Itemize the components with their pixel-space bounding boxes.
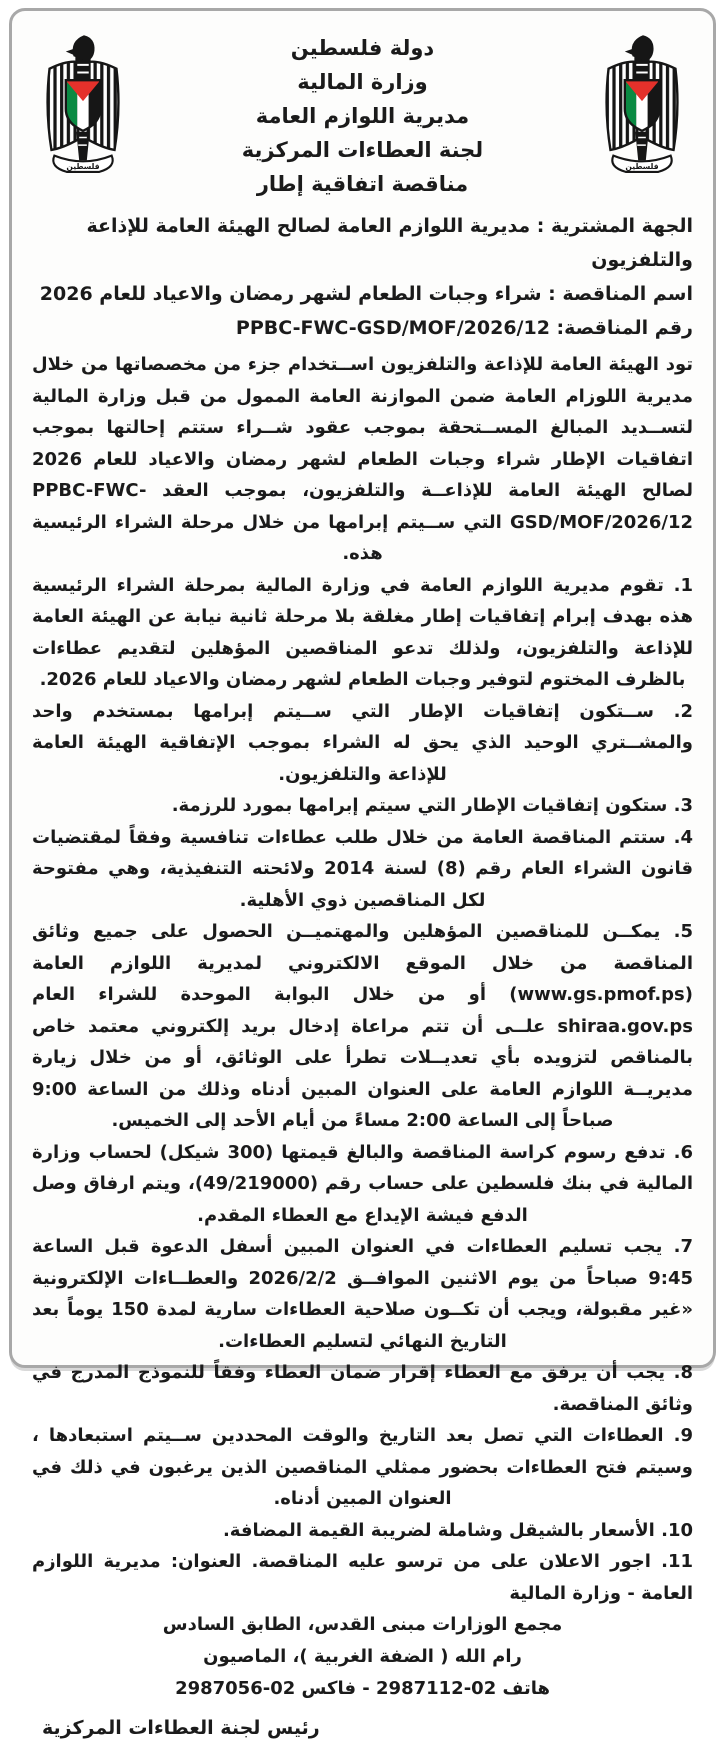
tender-item-6: 6. تدفع رسوم كراسة المناقصة والبالغ قيمتها (300 شيكل) لحساب وزارة المالية في بنك فلسطين على حساب رقم (49/219000)، ويتم ارفاق وصل الدفع فيشة الإيداع مع العطاء المقدم. — [32, 1141, 693, 1226]
header-line-tender-type: مناقصة اتفاقية إطار — [256, 172, 469, 196]
tender-conditions-list — [32, 570, 693, 1610]
tender-item-7: 7. يجب تسليم العطاءات في العنوان المبين أسفل الدعوة قبل الساعة 9:45 صباحاً من يوم الاثنين الموافــق 2026/2/2 والعطــاءات الإلكترونية «غير مقبولة، ويجب أن تكــون صلاحية العطاءات سارية لمدة 150 يوماً بعد التاريخ النهائي لتسليم العطاءات. — [32, 1236, 694, 1352]
address-line-phone: هاتف 02-2987112 - فاكس 02-2987056 — [175, 1678, 550, 1699]
tender-name-line: اسم المناقصة : شراء وجبات الطعام لشهر رمضان والاعياد للعام 2026 — [39, 283, 693, 305]
tender-item-1: 1. تقوم مديرية اللوازم العامة في وزارة المالية بمرحلة الشراء الرئيسية هذه بهدف إبرام إتفاقيات إطار مغلقة بلا مرحلة ثانية نيابة عن الهيئة العامة للإذاعة والتلفزيون، ولذلك تدعو المناقصين المؤهلين لتقديم عطاءات بالظرف المختوم لتوفير وجبات الطعام لشهر رمضان والاعياد للعام 2026. — [32, 574, 693, 690]
tender-item-9: 9. العطاءات التي تصل بعد التاريخ والوقت المحددين ســيتم استبعادها ، وسيتم فتح العطاءات بحضور ممثلي المناقصين الذين يرغبون في ذلك في العنوان المبين أدناه. — [32, 1425, 693, 1509]
tender-item-4: 4. ستتم المناقصة العامة من خلال طلب عطاءات تنافسية وفقاً لمقتضيات قانون الشراء العام رقم (8) لسنة 2014 ولائحته التنفيذية، وهي مفتوحة لكل المناقصين ذوي الأهلية. — [32, 826, 693, 911]
intro-paragraph: تود الهيئة العامة للإذاعة والتلفزيون اســتخدام جزء من مخصصاتها من خلال مديرية اللوزام العامة ضمن الموازنة العامة الممول من قبل وزارة المالية لتســديد المبالغ المســتحقة بموجب عقود شــراء ستتم إحالتها بموجب اتفاقيات الإطار شراء وجبات الطعام لشهر رمضان والاعياد للعام 2026 لصالح الهيئة العامة للإذاعــة والتلفزيون، بموجب العقد PPBC-FWC-GSD/MOF/2026/12 التي ســيتم إبرامها من خلال مرحلة الشراء الرئيسية هذه. — [32, 354, 693, 564]
tender-item-3: 3. ستكون إتفاقيات الإطار التي سيتم إبرامها بمورد للرزمة. — [171, 795, 693, 816]
tender-item-8: 8. يجب أن يرفق مع العطاء إقرار ضمان العطاء وفقاً للنموذج المدرج في وثائق المناقصة. — [32, 1362, 693, 1415]
header-line-committee: لجنة العطاءات المركزية — [241, 138, 484, 162]
signature-line: رئيس لجنة العطاءات المركزية — [42, 1717, 320, 1739]
header-line-state: دولة فلسطين — [290, 36, 435, 60]
document-header — [32, 23, 693, 201]
buyer-line: الجهة المشترية : مديرية اللوازم العامة لصالح الهيئة العامة للإذاعة والتلفزيون — [86, 215, 693, 271]
tender-item-2: 2. ســتكون إتفاقيات الإطار التي ســيتم إبرامها بمستخدم واحد والمشــتري الوحيد الذي يحق له الشراء بموجب الإتفاقية الهيئة العامة للإذاعة والتلفزيون. — [32, 700, 693, 785]
palestine-coat-of-arms-icon — [599, 31, 685, 179]
header-line-ministry: وزارة المالية — [297, 70, 428, 94]
address-block — [32, 1609, 693, 1705]
tender-notice-sheet — [9, 8, 716, 1739]
address-line-city: رام الله ( الضفة الغربية )، الماصيون — [203, 1646, 522, 1667]
palestine-coat-of-arms-icon — [40, 31, 126, 179]
tender-item-11: 11. اجور الاعلان على من ترسو عليه المناقصة. العنوان: مديرية اللوازم العامة - وزارة المالية — [32, 1551, 693, 1604]
tender-item-5: 5. يمكــن للمناقصين المؤهلين والمهتميــن الحصول على جميع وثائق المناقصة من خلال الموقع الالكتروني لمديرية اللوازم العامة (www.gs.pmof.ps) أو من خلال البوابة الموحدة للشراء العام shiraa.gov.ps علــى أن تتم مراعاة إدخال بريد إلكتروني معتمد خاص بالمناقص لتزويده بأي تعديــلات تطرأ على الوثائق، أو من خلال زيارة مديريــة اللوازم العامة على العنوان المبين أدناه وذلك من الساعة 9:00 صباحاً إلى الساعة 2:00 مساءً من أيام الأحد إلى الخميس. — [32, 921, 693, 1131]
tender-number-line: رقم المناقصة: PPBC-FWC-GSD/MOF/2026/12 — [235, 317, 693, 339]
address-line-building: مجمع الوزارات مبنى القدس، الطابق السادس — [162, 1614, 563, 1635]
tender-meta-block — [32, 209, 693, 345]
tender-item-10: 10. الأسعار بالشيقل وشاملة لضريبة القيمة المضافة. — [222, 1519, 693, 1541]
header-line-directorate: مديرية اللوازم العامة — [255, 104, 470, 128]
